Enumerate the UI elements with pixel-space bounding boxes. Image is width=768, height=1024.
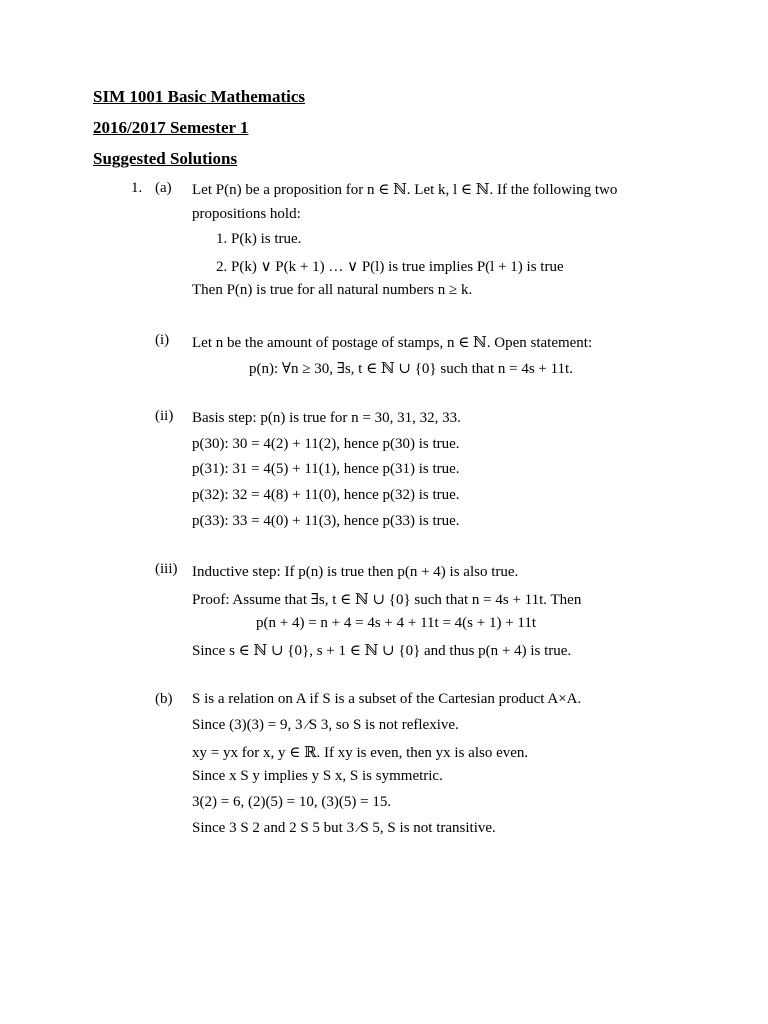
part-b-line-1: S is a relation on A if S is a subset of the Cartesian product A×A. (192, 691, 582, 707)
part-ii-line-1: Basis step: p(n) is true for n = 30, 31, 32, 33. (192, 410, 461, 426)
part-b-line-5: 3(2) = 6, (2)(5) = 10, (3)(5) = 15. (192, 794, 392, 810)
part-iii-label: (iii) (155, 561, 178, 577)
part-b-label: (b) (155, 691, 173, 707)
part-b-line-4: Since x S y implies y S x, S is symmetric. (192, 768, 443, 784)
part-a-line-4: 2. P(k) ∨ P(k + 1) … ∨ P(l) is true implies P(l + 1) is true (216, 259, 564, 275)
part-iii-line-2: Proof: Assume that ∃s, t ∈ ℕ ∪ {0} such that n = 4s + 11t. Then (192, 592, 582, 608)
part-iii-line-1: Inductive step: If p(n) is true then p(n + 4) is also true. (192, 564, 519, 580)
part-b-line-6: Since 3 S 2 and 2 S 5 but 3 ⁄S 5, S is not transitive. (192, 820, 496, 836)
question-number: 1. (131, 180, 143, 196)
part-ii-line-5: p(33): 33 = 4(0) + 11(3), hence p(33) is true. (192, 513, 460, 529)
part-a-line-5: Then P(n) is true for all natural numbers n ≥ k. (192, 282, 473, 298)
part-iii-line-3: p(n + 4) = n + 4 = 4s + 4 + 11t = 4(s + 1) + 11t (256, 615, 537, 631)
part-ii-line-2: p(30): 30 = 4(2) + 11(2), hence p(30) is true. (192, 436, 460, 452)
course-title: SIM 1001 Basic Mathematics (93, 87, 306, 106)
part-i-line-1: Let n be the amount of postage of stamps, n ∈ ℕ. Open statement: (192, 335, 593, 351)
part-a-line-2: propositions hold: (192, 206, 301, 222)
part-ii-label: (ii) (155, 408, 174, 424)
part-i-line-2: p(n): ∀n ≥ 30, ∃s, t ∈ ℕ ∪ {0} such that n = 4s + 11t. (249, 361, 573, 377)
solutions-title: Suggested Solutions (93, 149, 238, 168)
part-iii-line-4: Since s ∈ ℕ ∪ {0}, s + 1 ∈ ℕ ∪ {0} and thus p(n + 4) is true. (192, 643, 572, 659)
part-b-line-3: xy = yx for x, y ∈ ℝ. If xy is even, then yx is also even. (192, 745, 529, 761)
part-ii-line-4: p(32): 32 = 4(8) + 11(0), hence p(32) is true. (192, 487, 460, 503)
semester-title: 2016/2017 Semester 1 (93, 118, 249, 137)
part-i-label: (i) (155, 332, 170, 348)
part-ii-line-3: p(31): 31 = 4(5) + 11(1), hence p(31) is true. (192, 461, 460, 477)
part-a-line-1: Let P(n) be a proposition for n ∈ ℕ. Let k, l ∈ ℕ. If the following two (192, 182, 618, 198)
part-a-label: (a) (155, 180, 172, 196)
part-a-line-3: 1. P(k) is true. (216, 231, 302, 247)
part-b-line-2: Since (3)(3) = 9, 3 ⁄S 3, so S is not reflexive. (192, 717, 459, 733)
